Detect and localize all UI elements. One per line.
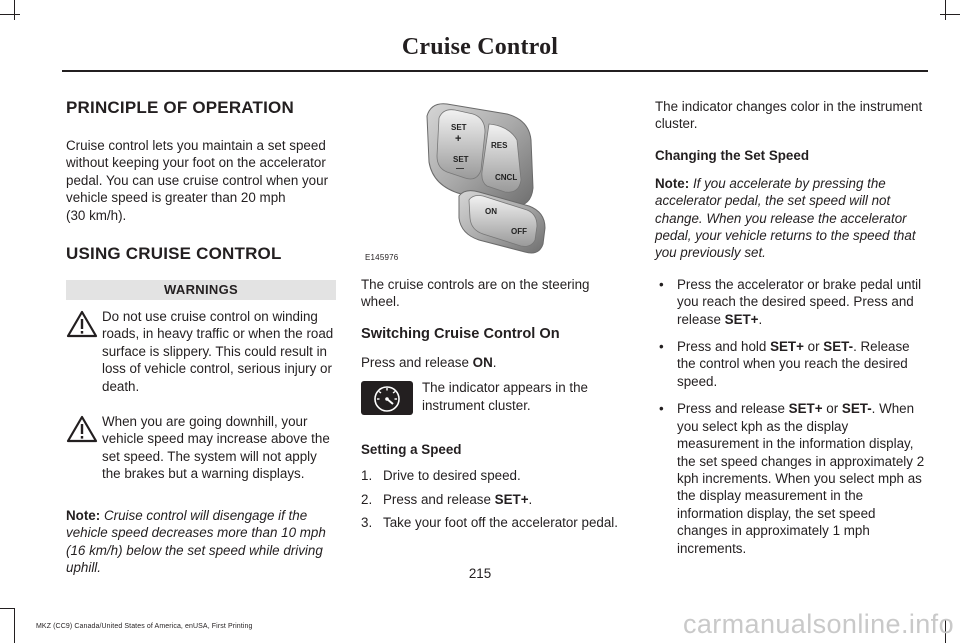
press-on-suffix: .: [492, 354, 497, 370]
crop-mark-top-right-h: [940, 14, 960, 15]
column-left: [66, 98, 336, 590]
subheading-setting: Setting a Speed: [361, 442, 462, 458]
header-rule: [62, 70, 928, 72]
warnings-header: WARNINGS: [66, 280, 336, 300]
bullet: •: [659, 276, 664, 292]
crop-mark-bottom-left: [14, 608, 15, 643]
bullet: •: [659, 339, 664, 355]
note-label: Note:: [655, 175, 690, 191]
principle-text: Cruise control lets you maintain a set speed without keeping your foot on the accelerator pedal. You can use cruise control when your vehicle speed is greater than 20 mph: [66, 138, 329, 206]
bullet-bold: SET+: [788, 401, 823, 417]
bullet-pre: Press and hold: [677, 339, 771, 355]
page-title: Cruise Control: [401, 34, 559, 60]
indicator-text: The indicator appears in the instrument cluster.: [422, 380, 588, 413]
off-label: OFF: [511, 227, 527, 236]
bullet-pre: Press the accelerator or brake pedal until you reach the desired speed. Press and release: [677, 276, 922, 327]
color-paragraph: The indicator changes color in the instrument cluster.: [655, 99, 923, 132]
on-label: ON: [485, 207, 497, 216]
crop-mark-top-left-h: [0, 14, 20, 15]
bullet-mid: or: [822, 401, 842, 417]
press-on-prefix: Press and release: [361, 354, 473, 370]
controls-paragraph: The cruise controls are on the steering wheel.: [361, 277, 590, 310]
bullet-bold-2: SET-: [841, 401, 872, 417]
figure-code: E145976: [365, 252, 399, 262]
step-text-post: .: [528, 491, 533, 507]
set-plus-label: SET: [451, 123, 467, 132]
step-text: Drive to desired speed.: [383, 468, 521, 484]
step-item: [361, 514, 631, 531]
step-number: 2.: [361, 491, 373, 507]
setting-steps: [361, 467, 631, 531]
bullet-bold: SET+: [724, 311, 759, 327]
press-on-paragraph: [361, 354, 631, 371]
bullet-post: .: [758, 311, 763, 327]
list-item: [655, 400, 927, 557]
principle-units: (30 km/h).: [66, 207, 127, 223]
indicator-row: [361, 381, 631, 427]
set-plus-sign: +: [455, 133, 462, 145]
res-label: RES: [491, 141, 508, 150]
page-number: 215: [468, 566, 492, 581]
set-minus-sign: —: [456, 164, 464, 173]
crop-mark-top-left: [14, 0, 15, 20]
note-text: Cruise control will disengage if the vehicle speed decreases more than 10 mph (16 km/h) below the set speed while driving uphill.: [66, 507, 326, 575]
bullet-post: . Release the control when you reach the desired speed.: [677, 339, 910, 389]
change-speed-list: [655, 276, 927, 557]
bullet-bold-2: SET-: [823, 339, 854, 355]
warning-text-2: When you are going downhill, your vehicle speed may increase above the set speed. The system will not apply the brakes but a warning displays.: [102, 414, 330, 482]
crop-mark-bottom-left-h: [0, 608, 15, 609]
warning-text-1: Do not use cruise control on winding roads, in heavy traffic or when the road surface is slippery. This could result in loss of vehicle control, serious injury or death.: [102, 309, 334, 394]
set-minus-label: SET: [453, 155, 469, 164]
principle-paragraph: [66, 137, 336, 224]
list-item: [655, 276, 927, 328]
step-number: 3.: [361, 515, 373, 531]
bullet-pre: Press and release: [677, 401, 789, 417]
subheading-switching: Switching Cruise Control On: [361, 325, 560, 342]
column-middle: [361, 98, 631, 537]
steering-wheel-controls-figure: [361, 96, 629, 266]
step-number: 1.: [361, 468, 373, 484]
steering-controls-illustration: [361, 96, 629, 256]
warning-block-1: [66, 308, 336, 395]
step-item: [361, 467, 631, 484]
bullet: •: [659, 401, 664, 417]
crop-mark-top-right: [945, 0, 946, 20]
subheading-changing: Changing the Set Speed: [655, 147, 810, 163]
step-bold: SET+: [494, 491, 529, 507]
cruise-indicator-icon: [361, 381, 413, 413]
note-accelerate: [655, 175, 927, 262]
note-label: Note:: [66, 507, 101, 523]
warning-triangle-icon: [66, 310, 98, 338]
step-text-pre: Press and release: [383, 491, 495, 507]
on-keyword: ON: [472, 354, 493, 370]
section-heading-using: USING CRUISE CONTROL: [66, 244, 282, 264]
list-item: [655, 338, 927, 390]
cncl-label: CNCL: [495, 173, 518, 182]
footer-text: MKZ (CC9) Canada/United States of America, enUSA, First Printing: [36, 623, 253, 630]
bullet-bold: SET+: [770, 339, 804, 355]
section-heading-principle: PRINCIPLE OF OPERATION: [66, 98, 294, 117]
column-right: [655, 98, 927, 567]
warning-block-2: [66, 413, 336, 483]
warning-triangle-icon: [66, 415, 98, 443]
bullet-post: . When you select kph as the display measurement in the information display, the set speed changes in approximately 2 kph increments. When you select mph as the display measurement in the information display, the set speed changes in approximately 1 mph increments.: [677, 401, 925, 556]
watermark: carmanualsonline.info: [682, 609, 954, 639]
step-item: [361, 491, 631, 508]
note-text: If you accelerate by pressing the accelerator pedal, the set speed will not change. When you release the accelerator pedal, your vehicle returns to the speed that you previously set.: [655, 175, 916, 261]
bullet-mid: or: [803, 339, 824, 355]
step-text: Take your foot off the accelerator pedal.: [383, 515, 618, 531]
